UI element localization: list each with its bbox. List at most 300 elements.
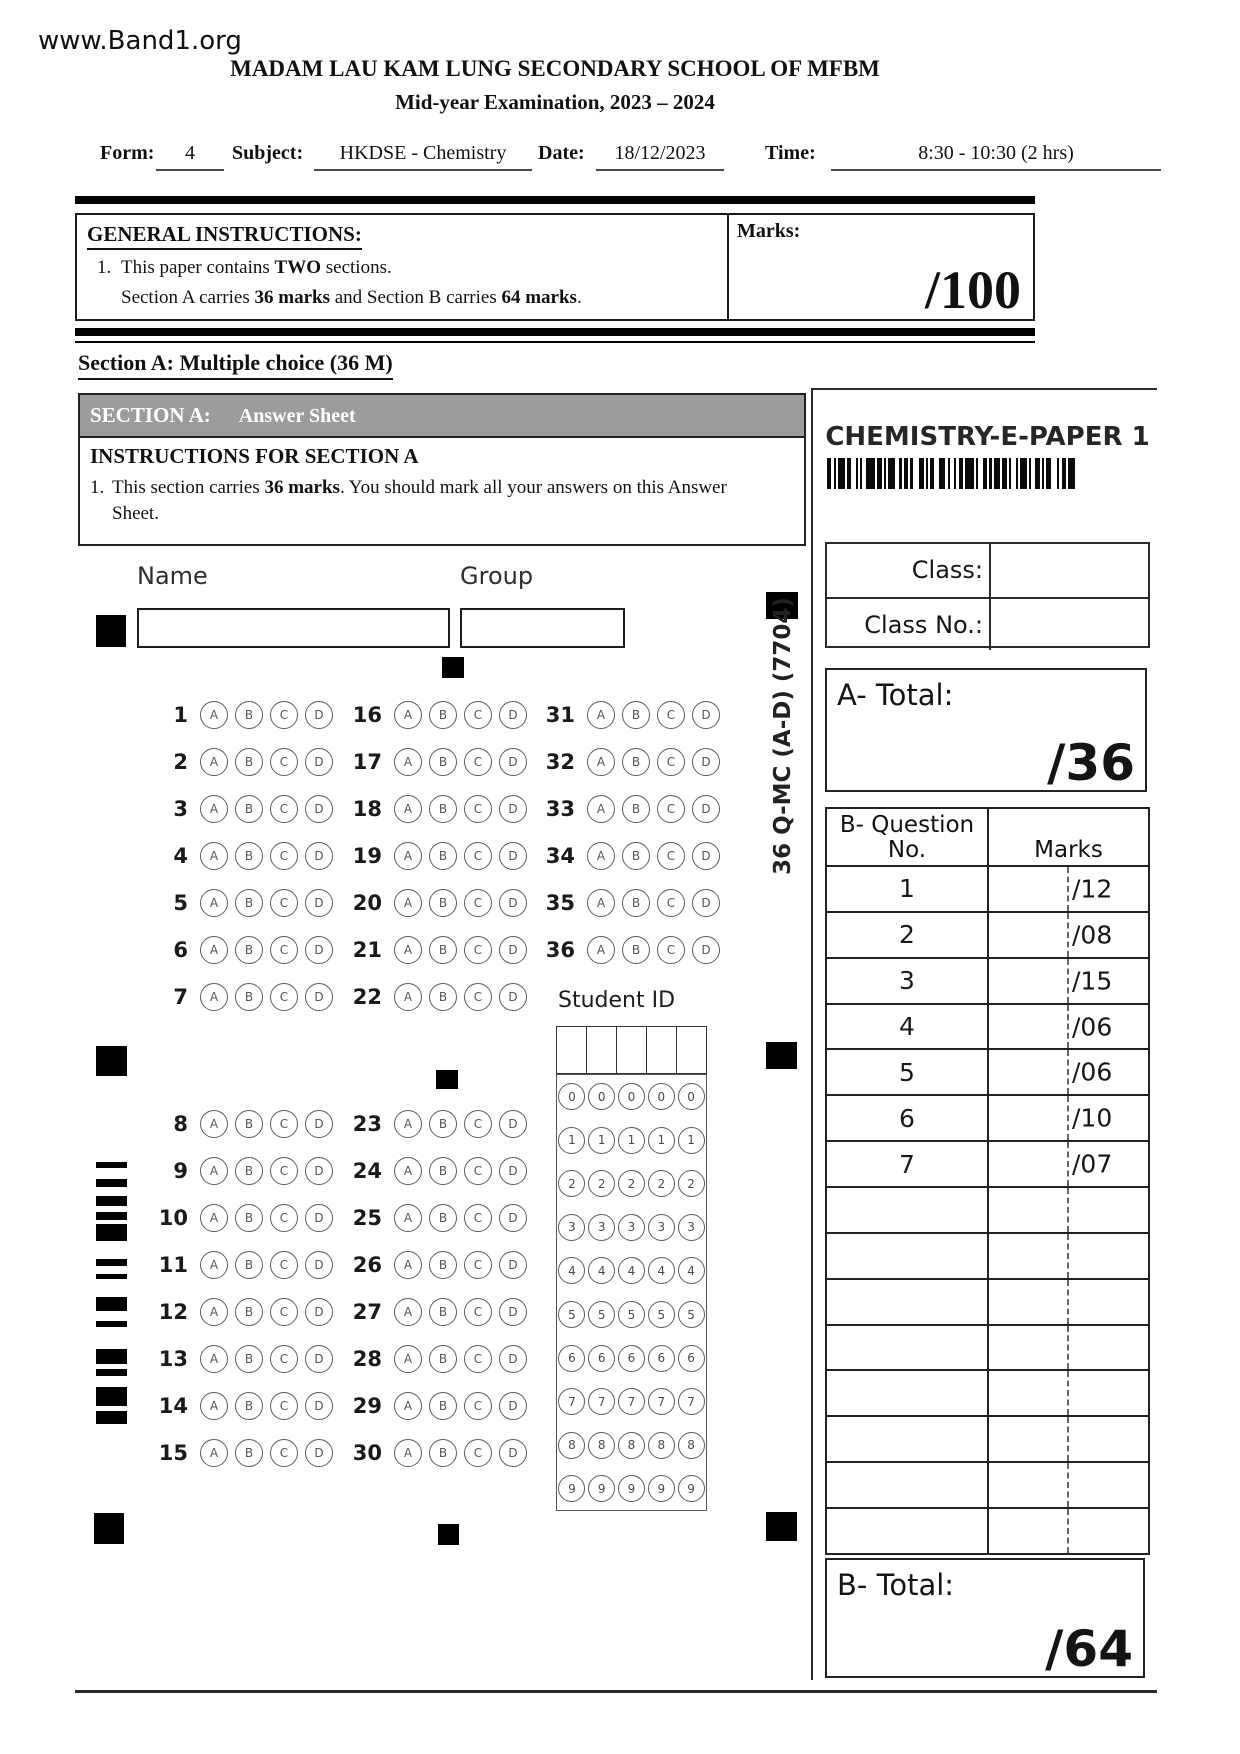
text-fragment: 64 marks bbox=[501, 286, 577, 308]
max-marks-value: /10 bbox=[1072, 1103, 1113, 1133]
answer-bubble-q12-B[interactable]: B bbox=[235, 1298, 263, 1326]
class-input-cell[interactable] bbox=[989, 544, 1148, 597]
digit-bubble-4[interactable]: 4 bbox=[648, 1257, 675, 1284]
answer-bubble-q15-A[interactable]: A bbox=[200, 1439, 228, 1467]
question-no-cell: 6 bbox=[827, 1096, 989, 1140]
list-marker bbox=[97, 286, 121, 310]
digit-bubble-5[interactable]: 5 bbox=[588, 1301, 615, 1328]
answer-bubble-q17-C[interactable]: C bbox=[464, 748, 492, 776]
answer-bubble-q29-A[interactable]: A bbox=[394, 1392, 422, 1420]
answer-bubble-q15-D[interactable]: D bbox=[305, 1439, 333, 1467]
section-a-total-box[interactable] bbox=[825, 668, 1147, 792]
answer-bubble-q14-D[interactable]: D bbox=[305, 1392, 333, 1420]
answer-bubble-q24-C[interactable]: C bbox=[464, 1157, 492, 1185]
answer-bubble-q16-A[interactable]: A bbox=[394, 701, 422, 729]
answer-bubble-q13-D[interactable]: D bbox=[305, 1345, 333, 1373]
max-marks-value: /06 bbox=[1072, 1012, 1113, 1041]
digit-bubble-5[interactable]: 5 bbox=[648, 1301, 675, 1328]
digit-bubble-1[interactable]: 1 bbox=[648, 1127, 675, 1154]
answer-bubble-q9-A[interactable]: A bbox=[200, 1157, 228, 1185]
answer-bubble-q7-D[interactable]: D bbox=[305, 983, 333, 1011]
answer-bubble-q14-A[interactable]: A bbox=[200, 1392, 228, 1420]
answer-bubble-q26-C[interactable]: C bbox=[464, 1251, 492, 1279]
marks-entry-cell[interactable] bbox=[989, 1050, 1148, 1094]
question-number: 8 bbox=[173, 1112, 188, 1136]
digit-bubble-7[interactable]: 7 bbox=[618, 1388, 645, 1415]
answer-bubble-q12-A[interactable]: A bbox=[200, 1298, 228, 1326]
question-number: 10 bbox=[158, 1206, 188, 1230]
text-fragment: Section A carries bbox=[121, 286, 255, 308]
mc-answer-row bbox=[0, 927, 812, 973]
question-number: 21 bbox=[352, 938, 382, 962]
general-instructions-lines bbox=[87, 256, 717, 310]
answer-bubble-q3-A[interactable]: A bbox=[200, 795, 228, 823]
student-id-digit-row bbox=[557, 1127, 706, 1155]
marks-entry-cell[interactable] bbox=[989, 1326, 1148, 1370]
question-number: 14 bbox=[158, 1394, 188, 1418]
answer-bubble-q2-B[interactable]: B bbox=[235, 748, 263, 776]
digit-bubble-4[interactable]: 4 bbox=[618, 1257, 645, 1284]
digit-bubble-0[interactable]: 0 bbox=[618, 1083, 645, 1110]
answer-bubble-q31-A[interactable]: A bbox=[587, 701, 615, 729]
digit-bubble-4[interactable]: 4 bbox=[678, 1257, 705, 1284]
answer-bubble-q23-D[interactable]: D bbox=[499, 1110, 527, 1138]
answer-bubble-q26-A[interactable]: A bbox=[394, 1251, 422, 1279]
digit-bubble-7[interactable]: 7 bbox=[558, 1388, 585, 1415]
digit-bubble-3[interactable]: 3 bbox=[588, 1214, 615, 1241]
answer-bubble-q10-D[interactable]: D bbox=[305, 1204, 333, 1232]
answer-bubble-q24-D[interactable]: D bbox=[499, 1157, 527, 1185]
answer-bubble-q16-B[interactable]: B bbox=[429, 701, 457, 729]
answer-bubble-q36-D[interactable]: D bbox=[692, 936, 720, 964]
answer-bubble-q21-D[interactable]: D bbox=[499, 936, 527, 964]
mc-answer-row bbox=[0, 974, 812, 1020]
section-a-box bbox=[78, 393, 806, 546]
answer-bubble-q25-D[interactable]: D bbox=[499, 1204, 527, 1232]
answer-bubble-q31-D[interactable]: D bbox=[692, 701, 720, 729]
marks-entry-cell[interactable] bbox=[989, 1234, 1148, 1278]
marks-entry-cell[interactable] bbox=[989, 1509, 1148, 1553]
answer-bubble-q6-B[interactable]: B bbox=[235, 936, 263, 964]
answer-bubble-q5-A[interactable]: A bbox=[200, 889, 228, 917]
answer-bubble-q32-D[interactable]: D bbox=[692, 748, 720, 776]
answer-bubble-q34-D[interactable]: D bbox=[692, 842, 720, 870]
answer-bubble-q25-A[interactable]: A bbox=[394, 1204, 422, 1232]
answer-bubble-q11-D[interactable]: D bbox=[305, 1251, 333, 1279]
answer-bubble-q14-C[interactable]: C bbox=[270, 1392, 298, 1420]
answer-bubble-q10-A[interactable]: A bbox=[200, 1204, 228, 1232]
answer-bubble-q6-A[interactable]: A bbox=[200, 936, 228, 964]
marks-divider-line bbox=[1067, 1050, 1069, 1094]
section-a-heading: Section A: Multiple choice (36 M) bbox=[78, 350, 393, 380]
answer-bubble-q15-C[interactable]: C bbox=[270, 1439, 298, 1467]
answer-bubble-q30-A[interactable]: A bbox=[394, 1439, 422, 1467]
a-total-label: A- Total: bbox=[837, 678, 954, 712]
barcode-bar bbox=[866, 458, 875, 489]
answer-bubble-q17-B[interactable]: B bbox=[429, 748, 457, 776]
digit-bubble-6[interactable]: 6 bbox=[618, 1345, 645, 1372]
answer-bubble-q9-B[interactable]: B bbox=[235, 1157, 263, 1185]
answer-bubble-q16-D[interactable]: D bbox=[499, 701, 527, 729]
alignment-mark bbox=[438, 1524, 459, 1545]
answer-bubble-q29-D[interactable]: D bbox=[499, 1392, 527, 1420]
answer-bubble-q23-C[interactable]: C bbox=[464, 1110, 492, 1138]
answer-bubble-q22-C[interactable]: C bbox=[464, 983, 492, 1011]
answer-bubble-q1-C[interactable]: C bbox=[270, 701, 298, 729]
instruction-text bbox=[121, 256, 392, 280]
answer-bubble-q11-A[interactable]: A bbox=[200, 1251, 228, 1279]
answer-bubble-q7-B[interactable]: B bbox=[235, 983, 263, 1011]
answer-bubble-q10-C[interactable]: C bbox=[270, 1204, 298, 1232]
answer-bubble-q12-D[interactable]: D bbox=[305, 1298, 333, 1326]
digit-bubble-7[interactable]: 7 bbox=[678, 1388, 705, 1415]
answer-bubble-q27-D[interactable]: D bbox=[499, 1298, 527, 1326]
question-number: 33 bbox=[545, 797, 575, 821]
digit-bubble-5[interactable]: 5 bbox=[678, 1301, 705, 1328]
digit-bubble-3[interactable]: 3 bbox=[648, 1214, 675, 1241]
max-marks-value: /07 bbox=[1072, 1149, 1113, 1179]
paper-barcode bbox=[827, 458, 1139, 489]
question-number: 30 bbox=[352, 1441, 382, 1465]
answer-bubble-q17-A[interactable]: A bbox=[394, 748, 422, 776]
question-number: 1 bbox=[173, 703, 188, 727]
marks-table-row bbox=[827, 1188, 1148, 1234]
page-bottom-rule bbox=[75, 1690, 1157, 1693]
digit-bubble-2[interactable]: 2 bbox=[588, 1170, 615, 1197]
digit-bubble-2[interactable]: 2 bbox=[648, 1170, 675, 1197]
answer-bubble-q19-B[interactable]: B bbox=[429, 842, 457, 870]
digit-bubble-4[interactable]: 4 bbox=[558, 1257, 585, 1284]
panel-divider bbox=[811, 388, 813, 1680]
digit-bubble-9[interactable]: 9 bbox=[588, 1475, 615, 1502]
digit-bubble-2[interactable]: 2 bbox=[558, 1170, 585, 1197]
answer-bubble-q33-D[interactable]: D bbox=[692, 795, 720, 823]
marks-entry-cell[interactable] bbox=[989, 1463, 1148, 1507]
sheet-code-vertical-label: 36 Q-MC (A-D) (7704) bbox=[770, 597, 797, 875]
answer-bubble-q36-B[interactable]: B bbox=[622, 936, 650, 964]
answer-bubble-q4-D[interactable]: D bbox=[305, 842, 333, 870]
answer-bubble-q11-B[interactable]: B bbox=[235, 1251, 263, 1279]
a-total-value: /36 bbox=[1047, 734, 1135, 792]
answer-bubble-q1-D[interactable]: D bbox=[305, 701, 333, 729]
site-watermark: www.Band1.org bbox=[38, 26, 242, 56]
student-id-write-cell[interactable] bbox=[647, 1027, 677, 1073]
answer-bubble-q5-C[interactable]: C bbox=[270, 889, 298, 917]
answer-bubble-q26-D[interactable]: D bbox=[499, 1251, 527, 1279]
answer-bubble-q21-B[interactable]: B bbox=[429, 936, 457, 964]
answer-bubble-q18-C[interactable]: C bbox=[464, 795, 492, 823]
answer-bubble-q22-D[interactable]: D bbox=[499, 983, 527, 1011]
text-fragment: . bbox=[576, 286, 582, 308]
answer-bubble-q21-A[interactable]: A bbox=[394, 936, 422, 964]
answer-bubble-q9-C[interactable]: C bbox=[270, 1157, 298, 1185]
digit-bubble-3[interactable]: 3 bbox=[558, 1214, 585, 1241]
answer-bubble-q2-C[interactable]: C bbox=[270, 748, 298, 776]
answer-bubble-q5-B[interactable]: B bbox=[235, 889, 263, 917]
answer-bubble-q14-B[interactable]: B bbox=[235, 1392, 263, 1420]
instruction-line bbox=[90, 475, 758, 526]
group-input-box[interactable] bbox=[460, 608, 625, 648]
school-title: MADAM LAU KAM LUNG SECONDARY SCHOOL OF MFBM bbox=[230, 56, 880, 81]
student-id-write-cell[interactable] bbox=[557, 1027, 587, 1073]
question-number: 2 bbox=[173, 750, 188, 774]
digit-bubble-7[interactable]: 7 bbox=[588, 1388, 615, 1415]
marks-header: Marks bbox=[1034, 837, 1103, 863]
marks-entry-cell[interactable] bbox=[989, 1142, 1148, 1186]
digit-bubble-1[interactable]: 1 bbox=[588, 1127, 615, 1154]
mc-answer-row bbox=[0, 692, 812, 738]
answer-bubble-q23-B[interactable]: B bbox=[429, 1110, 457, 1138]
answer-bubble-q32-B[interactable]: B bbox=[622, 748, 650, 776]
exam-title: Mid-year Examination, 2023 – 2024 bbox=[395, 90, 715, 114]
answer-bubble-q3-D[interactable]: D bbox=[305, 795, 333, 823]
digit-bubble-0[interactable]: 0 bbox=[558, 1083, 585, 1110]
marks-divider-line bbox=[1067, 1142, 1069, 1186]
answer-bubble-q13-C[interactable]: C bbox=[270, 1345, 298, 1373]
answer-bubble-q36-A[interactable]: A bbox=[587, 936, 615, 964]
answer-bubble-q28-D[interactable]: D bbox=[499, 1345, 527, 1373]
answer-bubble-q28-B[interactable]: B bbox=[429, 1345, 457, 1373]
digit-bubble-8[interactable]: 8 bbox=[678, 1432, 705, 1459]
digit-bubble-0[interactable]: 0 bbox=[678, 1083, 705, 1110]
answer-bubble-q20-B[interactable]: B bbox=[429, 889, 457, 917]
answer-bubble-q29-C[interactable]: C bbox=[464, 1392, 492, 1420]
answer-bubble-q29-B[interactable]: B bbox=[429, 1392, 457, 1420]
barcode-bar bbox=[1068, 458, 1075, 489]
marks-table-header bbox=[827, 809, 1148, 867]
answer-bubble-q17-D[interactable]: D bbox=[499, 748, 527, 776]
answer-bubble-q4-B[interactable]: B bbox=[235, 842, 263, 870]
student-id-write-cell[interactable] bbox=[677, 1027, 706, 1073]
digit-bubble-3[interactable]: 3 bbox=[678, 1214, 705, 1241]
digit-bubble-2[interactable]: 2 bbox=[618, 1170, 645, 1197]
name-input-box[interactable] bbox=[137, 608, 450, 648]
answer-bubble-q26-B[interactable]: B bbox=[429, 1251, 457, 1279]
class-row bbox=[827, 544, 1148, 597]
answer-bubble-q34-B[interactable]: B bbox=[622, 842, 650, 870]
marks-table-row bbox=[827, 1050, 1148, 1096]
digit-bubble-9[interactable]: 9 bbox=[558, 1475, 585, 1502]
answer-bubble-q25-C[interactable]: C bbox=[464, 1204, 492, 1232]
class-table bbox=[825, 542, 1150, 648]
answer-bubble-q19-D[interactable]: D bbox=[499, 842, 527, 870]
answer-bubble-q35-C[interactable]: C bbox=[657, 889, 685, 917]
marks-entry-cell[interactable] bbox=[989, 1188, 1148, 1232]
class-no-input-cell[interactable] bbox=[989, 599, 1148, 650]
barcode-bar bbox=[838, 458, 845, 489]
answer-bubble-q16-C[interactable]: C bbox=[464, 701, 492, 729]
digit-bubble-6[interactable]: 6 bbox=[678, 1345, 705, 1372]
alignment-mark bbox=[94, 1513, 124, 1544]
answer-bubble-q20-A[interactable]: A bbox=[394, 889, 422, 917]
digit-bubble-6[interactable]: 6 bbox=[648, 1345, 675, 1372]
answer-bubble-q27-B[interactable]: B bbox=[429, 1298, 457, 1326]
student-id-write-cell[interactable] bbox=[617, 1027, 647, 1073]
digit-bubble-5[interactable]: 5 bbox=[618, 1301, 645, 1328]
marks-entry-cell[interactable] bbox=[989, 1005, 1148, 1049]
answer-bubble-q36-C[interactable]: C bbox=[657, 936, 685, 964]
answer-bubble-q20-D[interactable]: D bbox=[499, 889, 527, 917]
answer-bubble-q4-A[interactable]: A bbox=[200, 842, 228, 870]
answer-bubble-q8-A[interactable]: A bbox=[200, 1110, 228, 1138]
answer-bubble-q12-C[interactable]: C bbox=[270, 1298, 298, 1326]
answer-bubble-q32-C[interactable]: C bbox=[657, 748, 685, 776]
digit-bubble-0[interactable]: 0 bbox=[588, 1083, 615, 1110]
question-number: 36 bbox=[545, 938, 575, 962]
digit-bubble-5[interactable]: 5 bbox=[558, 1301, 585, 1328]
answer-bubble-q1-B[interactable]: B bbox=[235, 701, 263, 729]
answer-bubble-q13-B[interactable]: B bbox=[235, 1345, 263, 1373]
section-a-bar bbox=[80, 395, 804, 438]
answer-bubble-q19-C[interactable]: C bbox=[464, 842, 492, 870]
marks-divider-line bbox=[1067, 1280, 1069, 1324]
answer-bubble-q28-A[interactable]: A bbox=[394, 1345, 422, 1373]
answer-bubble-q22-A[interactable]: A bbox=[394, 983, 422, 1011]
student-id-digit-row bbox=[557, 1170, 706, 1198]
exam-field-label: Time: bbox=[765, 142, 816, 164]
digit-bubble-8[interactable]: 8 bbox=[558, 1432, 585, 1459]
digit-bubble-4[interactable]: 4 bbox=[588, 1257, 615, 1284]
marks-entry-cell[interactable] bbox=[989, 913, 1148, 957]
answer-bubble-q31-C[interactable]: C bbox=[657, 701, 685, 729]
student-id-write-cell[interactable] bbox=[587, 1027, 617, 1073]
answer-bubble-q30-D[interactable]: D bbox=[499, 1439, 527, 1467]
answer-bubble-q7-C[interactable]: C bbox=[270, 983, 298, 1011]
digit-bubble-1[interactable]: 1 bbox=[558, 1127, 585, 1154]
barcode-bar bbox=[913, 458, 920, 489]
answer-bubble-q7-A[interactable]: A bbox=[200, 983, 228, 1011]
answer-bubble-q33-B[interactable]: B bbox=[622, 795, 650, 823]
digit-bubble-6[interactable]: 6 bbox=[588, 1345, 615, 1372]
answer-bubble-q22-B[interactable]: B bbox=[429, 983, 457, 1011]
answer-bubble-q30-B[interactable]: B bbox=[429, 1439, 457, 1467]
answer-bubble-q6-D[interactable]: D bbox=[305, 936, 333, 964]
question-no-cell: 7 bbox=[827, 1142, 989, 1186]
answer-bubble-q3-B[interactable]: B bbox=[235, 795, 263, 823]
marks-entry-cell[interactable] bbox=[989, 959, 1148, 1003]
digit-bubble-7[interactable]: 7 bbox=[648, 1388, 675, 1415]
answer-bubble-q33-A[interactable]: A bbox=[587, 795, 615, 823]
answer-bubble-q5-D[interactable]: D bbox=[305, 889, 333, 917]
answer-bubble-q34-C[interactable]: C bbox=[657, 842, 685, 870]
digit-bubble-6[interactable]: 6 bbox=[558, 1345, 585, 1372]
digit-bubble-1[interactable]: 1 bbox=[618, 1127, 645, 1154]
answer-bubble-q35-D[interactable]: D bbox=[692, 889, 720, 917]
student-id-digit-row bbox=[557, 1083, 706, 1111]
answer-bubble-q35-B[interactable]: B bbox=[622, 889, 650, 917]
answer-bubble-q30-C[interactable]: C bbox=[464, 1439, 492, 1467]
marks-entry-cell[interactable] bbox=[989, 1280, 1148, 1324]
answer-bubble-q10-B[interactable]: B bbox=[235, 1204, 263, 1232]
answer-bubble-q24-B[interactable]: B bbox=[429, 1157, 457, 1185]
marks-entry-cell[interactable] bbox=[989, 1417, 1148, 1461]
answer-bubble-q13-A[interactable]: A bbox=[200, 1345, 228, 1373]
digit-bubble-8[interactable]: 8 bbox=[588, 1432, 615, 1459]
digit-bubble-2[interactable]: 2 bbox=[678, 1170, 705, 1197]
marks-divider-line bbox=[1067, 1326, 1069, 1370]
marks-entry-cell[interactable] bbox=[989, 1371, 1148, 1415]
answer-bubble-q4-C[interactable]: C bbox=[270, 842, 298, 870]
answer-bubble-q25-B[interactable]: B bbox=[429, 1204, 457, 1232]
answer-bubble-q24-A[interactable]: A bbox=[394, 1157, 422, 1185]
answer-bubble-q18-A[interactable]: A bbox=[394, 795, 422, 823]
answer-bubble-q19-A[interactable]: A bbox=[394, 842, 422, 870]
answer-bubble-q6-C[interactable]: C bbox=[270, 936, 298, 964]
barcode-bar bbox=[1051, 458, 1058, 489]
timing-mark bbox=[96, 1274, 127, 1279]
marks-label: Marks: bbox=[737, 220, 801, 242]
marks-entry-cell[interactable] bbox=[989, 1096, 1148, 1140]
answer-bubble-q8-C[interactable]: C bbox=[270, 1110, 298, 1138]
answer-bubble-q31-B[interactable]: B bbox=[622, 701, 650, 729]
answer-bubble-q2-D[interactable]: D bbox=[305, 748, 333, 776]
class-label: Class: bbox=[911, 556, 983, 584]
digit-bubble-9[interactable]: 9 bbox=[618, 1475, 645, 1502]
section-b-total-box[interactable] bbox=[825, 1558, 1145, 1678]
timing-mark bbox=[96, 1179, 127, 1187]
question-number: 3 bbox=[173, 797, 188, 821]
answer-bubble-q27-C[interactable]: C bbox=[464, 1298, 492, 1326]
marks-divider-line bbox=[1067, 1188, 1069, 1232]
answer-bubble-q20-C[interactable]: C bbox=[464, 889, 492, 917]
max-marks-value: /15 bbox=[1072, 966, 1113, 996]
digit-bubble-1[interactable]: 1 bbox=[678, 1127, 705, 1154]
answer-bubble-q11-C[interactable]: C bbox=[270, 1251, 298, 1279]
digit-bubble-9[interactable]: 9 bbox=[678, 1475, 705, 1502]
marks-divider-line bbox=[1067, 1005, 1069, 1049]
student-id-digit-row bbox=[557, 1475, 706, 1503]
answer-bubble-q32-A[interactable]: A bbox=[587, 748, 615, 776]
answer-bubble-q34-A[interactable]: A bbox=[587, 842, 615, 870]
answer-bubble-q28-C[interactable]: C bbox=[464, 1345, 492, 1373]
answer-bubble-q9-D[interactable]: D bbox=[305, 1157, 333, 1185]
max-marks-value: /06 bbox=[1072, 1057, 1113, 1087]
answer-bubble-q15-B[interactable]: B bbox=[235, 1439, 263, 1467]
answer-bubble-q35-A[interactable]: A bbox=[587, 889, 615, 917]
answer-bubble-q27-A[interactable]: A bbox=[394, 1298, 422, 1326]
panel-top-border bbox=[811, 388, 1157, 390]
marks-entry-cell[interactable] bbox=[989, 867, 1148, 911]
instruction-line bbox=[87, 286, 717, 310]
answer-bubble-q3-C[interactable]: C bbox=[270, 795, 298, 823]
question-no-cell bbox=[827, 1326, 989, 1370]
answer-bubble-q2-A[interactable]: A bbox=[200, 748, 228, 776]
student-id-label: Student ID bbox=[558, 988, 676, 1013]
answer-bubble-q1-A[interactable]: A bbox=[200, 701, 228, 729]
digit-bubble-9[interactable]: 9 bbox=[648, 1475, 675, 1502]
answer-bubble-q33-C[interactable]: C bbox=[657, 795, 685, 823]
answer-bubble-q8-B[interactable]: B bbox=[235, 1110, 263, 1138]
digit-bubble-0[interactable]: 0 bbox=[648, 1083, 675, 1110]
question-no-cell bbox=[827, 1509, 989, 1553]
class-no-label: Class No.: bbox=[864, 611, 983, 639]
answer-bubble-q21-C[interactable]: C bbox=[464, 936, 492, 964]
digit-bubble-3[interactable]: 3 bbox=[618, 1214, 645, 1241]
digit-bubble-8[interactable]: 8 bbox=[648, 1432, 675, 1459]
text-fragment: and Section B carries bbox=[329, 286, 502, 308]
max-marks-value: /08 bbox=[1072, 920, 1113, 950]
answer-bubble-q18-D[interactable]: D bbox=[499, 795, 527, 823]
answer-bubble-q8-D[interactable]: D bbox=[305, 1110, 333, 1138]
question-no-cell bbox=[827, 1463, 989, 1507]
answer-bubble-q23-A[interactable]: A bbox=[394, 1110, 422, 1138]
answer-bubble-q18-B[interactable]: B bbox=[429, 795, 457, 823]
digit-bubble-8[interactable]: 8 bbox=[618, 1432, 645, 1459]
barcode-bar bbox=[888, 458, 895, 489]
question-no-cell bbox=[827, 1417, 989, 1461]
text-fragment: sections. bbox=[321, 257, 392, 278]
question-number: 23 bbox=[352, 1112, 382, 1136]
